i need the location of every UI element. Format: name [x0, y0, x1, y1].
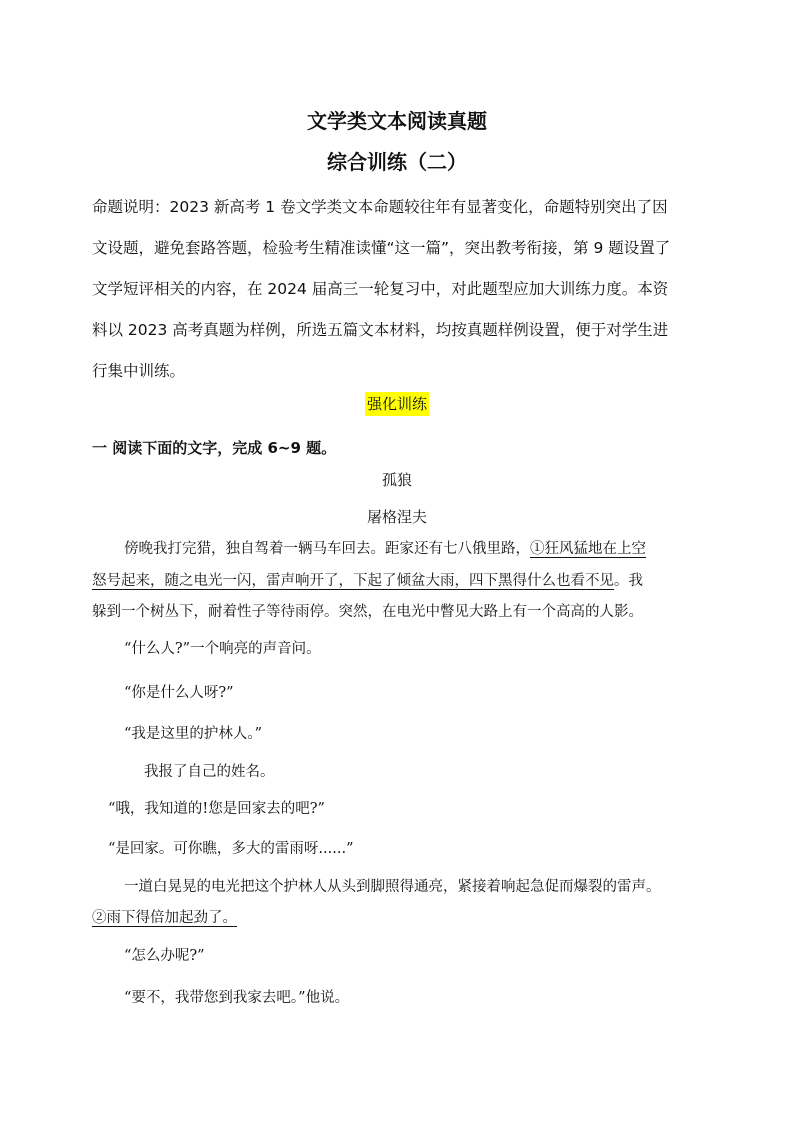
underlined-text: ②雨下得倍加起劲了。 — [92, 910, 237, 926]
dialogue-line: “哦，我知道的!您是回家去的吧?” — [108, 801, 325, 817]
underlined-text: ①狂风猛地在上空 — [530, 541, 646, 557]
intro-line: 文学短评相关的内容，在 2024 届高三一轮复习中，对此题型应加大训练力度。本资 — [92, 280, 669, 298]
section-heading: 一 阅读下面的文字，完成 6~9 题。 — [92, 439, 337, 457]
dialogue-line: “怎么办呢?” — [124, 948, 205, 964]
story-line: 一道白晃晃的电光把这个护林人从头到脚照得通亮，紧接着响起急促而爆裂的雷声。 — [124, 879, 661, 895]
intro-paragraph — [92, 187, 716, 392]
story-text: 。我 — [614, 573, 643, 589]
highlight-label-wrap — [0, 393, 794, 414]
story-line — [124, 537, 646, 558]
underlined-text: 怒号起来，随之电光一闪，雷声响开了，下起了倾盆大雨，四下黑得什么也看不见 — [92, 573, 614, 589]
intro-line: 文设题，避免套路答题，检验考生精准读懂“这一篇”，突出教考衔接，第 9 题设置了 — [92, 239, 671, 257]
story-line — [92, 569, 643, 590]
dialogue-line: “是回家。可你瞧，多大的雷雨呀......” — [108, 841, 354, 857]
intro-line: 命题说明：2023 新高考 1 卷文学类文本命题较往年有显著变化，命题特别突出了因 — [92, 198, 668, 216]
page-subtitle: 综合训练（二） — [327, 150, 467, 174]
story-text: 傍晚我打完猎，独自驾着一辆马车回去。距家还有七八俄里路， — [124, 541, 530, 557]
dialogue-line: “什么人?”一个响亮的声音问。 — [124, 641, 321, 657]
dialogue-line: “你是什么人呀?” — [124, 685, 234, 701]
highlight-label: 强化训练 — [365, 392, 429, 416]
dialogue-line: “要不，我带您到我家去吧。”他说。 — [124, 990, 350, 1006]
dialogue-line: 我报了自己的姓名。 — [144, 764, 275, 780]
intro-line: 料以 2023 高考真题为样例，所选五篇文本材料，均按真题样例设置，便于对学生进 — [92, 321, 669, 339]
page-title: 文学类文本阅读真题 — [307, 109, 487, 133]
dialogue-line: “我是这里的护林人。” — [124, 726, 263, 742]
story-line: 躲到一个树丛下，耐着性子等待雨停。突然，在电光中瞥见大路上有一个高高的人影。 — [92, 604, 643, 620]
story-author: 屠格涅夫 — [366, 508, 427, 526]
story-line — [92, 906, 237, 927]
story-title: 孤狼 — [381, 471, 412, 489]
intro-line: 行集中训练。 — [92, 362, 186, 380]
